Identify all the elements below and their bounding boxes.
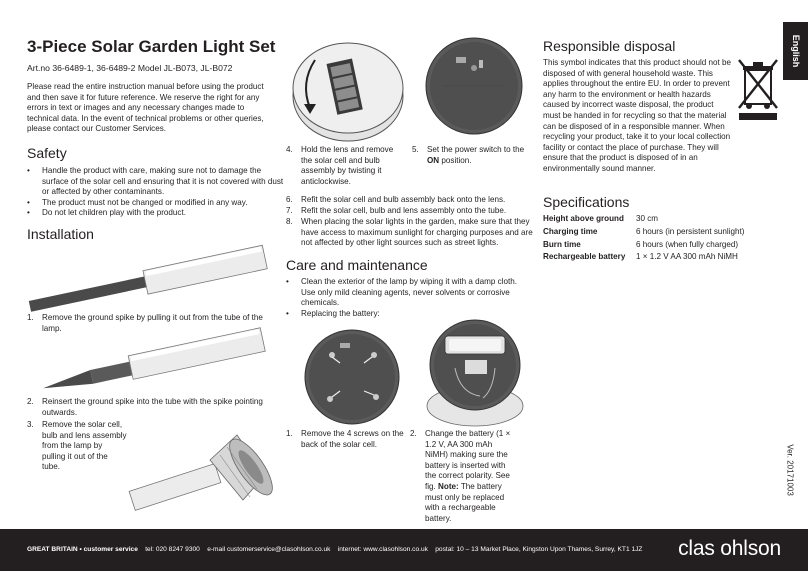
brand-logo: clas ohlson [678, 537, 781, 560]
footer-tel: tel: 020 8247 9300 [145, 546, 200, 553]
disposal-heading: Responsible disposal [543, 38, 676, 54]
safety-item: • The product must not be changed or modified in any way. [27, 198, 289, 209]
care-heading: Care and maintenance [286, 257, 428, 273]
footer-postal: postal: 10 – 13 Market Place, Kingston Upon Thames, Surrey, KT1 1JZ [435, 546, 643, 553]
care-step-1: 1. Remove the 4 screws on the back of the solar cell. [286, 429, 404, 449]
intro-paragraph: Please read the entire instruction manual before using the product and then save it for future reference. We reserve the right for any errors in text or images and any necessary changes made to technical data. In the event of technical problems or other queries, please contact our Customer Services. [27, 82, 264, 134]
safety-item: • Handle the product with care, making sure not to damage the surface of the solar cell and ensuring that it is not covered with dust or affected by other contaminants. [27, 166, 289, 198]
specifications-heading: Specifications [543, 194, 630, 210]
footer-contact [27, 546, 642, 553]
spec-row: Height above ground 30 cm [543, 214, 659, 223]
language-tab [783, 22, 808, 80]
install-step-2: 2. Reinsert the ground spike into the tube with the spike pointing outwards. [27, 397, 263, 417]
power-switch-illustration [423, 35, 525, 137]
install-step-7: 7. Refit the solar cell, bulb and lens assembly onto the tube. [286, 206, 507, 215]
tube-spike-illustration-2 [40, 335, 265, 390]
solar-cell-twist-illustration [290, 38, 405, 143]
care-item: • Clean the exterior of the lamp by wiping it with a damp cloth. Use only mild cleaning agents, never solvents or corrosive chemicals. [286, 277, 531, 309]
care-item: • Replacing the battery: [286, 309, 531, 320]
care-list [286, 277, 531, 319]
language-tab-label: English [790, 34, 801, 68]
specifications-table [543, 214, 744, 265]
safety-item: • Do not let children play with the product. [27, 208, 289, 219]
install-step-6: 6. Refit the solar cell and bulb assembly back onto the lens. [286, 195, 506, 204]
article-number: Art.no 36-6489-1, 36-6489-2 Model JL-B073, JL-B072 [27, 63, 233, 73]
install-step-5: 5. Set the power switch to the ON position. [412, 145, 525, 165]
install-step-3: 3. Remove the solar cell, bulb and lens assembly from the lamp by pulling it out of the tube. [27, 420, 127, 472]
footer-country: GREAT BRITAIN • customer service [27, 546, 138, 553]
install-step-8: 8. When placing the solar lights in the garden, make sure that they have access to maximum sunlight for charging purposes and are not affected by other light sources such as street lights. [286, 217, 533, 248]
safety-heading: Safety [27, 145, 67, 161]
install-step-1: 1. Remove the ground spike by pulling it out from the tube of the lamp. [27, 313, 263, 333]
safety-list [27, 166, 289, 219]
weee-bin-icon [737, 58, 779, 120]
installation-heading: Installation [27, 226, 94, 242]
screws-illustration [300, 327, 405, 427]
battery-illustration [425, 318, 525, 428]
version-label: Ver. 20171003 [785, 444, 795, 496]
tube-spike-illustration-1 [27, 250, 267, 310]
care-step-2: 2. Change the battery (1 × 1.2 V, AA 300 mAh NiMH) making sure the battery is inserted with the correct polarity. See fig. Note: The battery must only be replaced with a rechargeable battery. [410, 429, 511, 523]
footer-email: e-mail customerservice@clasohlson.co.uk [207, 546, 331, 553]
lamp-head-illustration [125, 415, 275, 515]
document-title: 3-Piece Solar Garden Light Set [27, 37, 276, 56]
spec-row: Charging time 6 hours (in persistent sunlight) [543, 226, 745, 236]
disposal-text: This symbol indicates that this product should not be disposed of with general household waste. This applies throughout the entire EU. In order to prevent any harm to the environment or health hazards caused by incorrect waste disposal, the product must be handed in for recycling so that the material can be disposed of in a responsible manner. When recycling your product, take it to your local collection facility or contact the place of purchase. They will ensure that the product is disposed of in an environmentally sound manner. [543, 58, 732, 173]
footer-bar [0, 529, 808, 571]
spec-row: Burn time 6 hours (when fully charged) [543, 239, 739, 249]
footer-internet: internet: www.clasohlson.co.uk [337, 546, 428, 553]
spec-row: Rechargeable battery 1 × 1.2 V AA 300 mAh NiMH [543, 252, 738, 262]
install-step-4: 4. Hold the lens and remove the solar cell and bulb assembly by twisting it anticlockwise. [286, 145, 394, 186]
